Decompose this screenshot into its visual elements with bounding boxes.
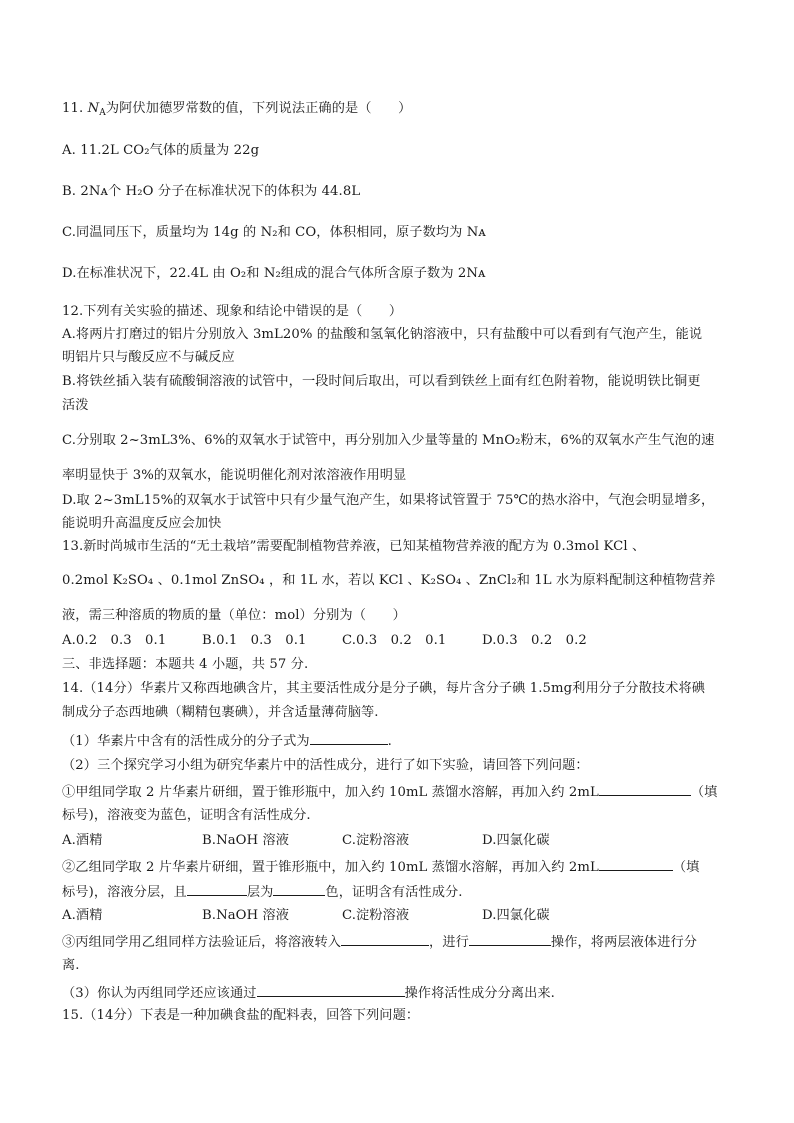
q12-option-d-line2: 能说明升高温度反应会加快 bbox=[62, 516, 222, 531]
q14-option-a: A.酒精 bbox=[62, 908, 103, 923]
section-heading: 三、非选择题：本题共 4 小题，共 57 分. bbox=[62, 657, 309, 672]
q14-option-b: B.NaOH 溶液 bbox=[202, 908, 290, 923]
q14-option-c: C.淀粉溶液 bbox=[342, 908, 410, 923]
answer-blank[interactable] bbox=[187, 882, 247, 896]
q14-option-d: D.四氯化碳 bbox=[482, 833, 550, 848]
q14-line1: 14.（14分）华素片又称西地碘含片，其主要活性成分是分子碘，每片含分子碘 1.5mg利用分子分散技术将碘 bbox=[62, 681, 706, 696]
q12-option-b-line2: 活泼 bbox=[62, 398, 89, 413]
q14-option-b: B.NaOH 溶液 bbox=[202, 833, 290, 848]
q12-stem: 12.下列有关实验的描述、现象和结论中错误的是（ ） bbox=[62, 304, 403, 319]
answer-blank[interactable] bbox=[310, 731, 388, 745]
q14-part2c-line2: 离. bbox=[62, 958, 80, 973]
answer-blank[interactable] bbox=[599, 857, 673, 871]
q12-option-c-line2: 率明显快于 3%的双氧水，能说明催化剂对浓溶液作用明显 bbox=[62, 468, 407, 483]
q14-part2c-line1: ③丙组同学用乙组同样方法验证后，将溶液转入 ，进行 操作，将两层液体进行分 bbox=[62, 932, 742, 952]
q14-part3: （3）你认为丙组同学还应该通过 操作将活性成分分离出来. bbox=[62, 983, 742, 1003]
q13-option-d: D.0.3 0.2 0.2 bbox=[482, 633, 587, 648]
q13-option-a: A.0.2 0.3 0.1 bbox=[62, 633, 167, 648]
q12-option-c-line1: C.分别取 2~3mL3%、6%的双氧水于试管中，再分别加入少量等量的 MnO₂粉末，6%的双氧水产生气泡的速 bbox=[62, 433, 715, 448]
q11-option-a: A. 11.2L CO₂气体的质量为 22g bbox=[62, 143, 260, 158]
answer-blank[interactable] bbox=[257, 983, 405, 997]
q11-option-c: C.同温同压下，质量均为 14g 的 N₂和 CO，体积相同，原子数均为 Nᴀ bbox=[62, 225, 486, 240]
q11-option-d: D.在标准状况下，22.4L 由 O₂和 N₂组成的混合气体所含原子数为 2Nᴀ bbox=[62, 266, 486, 281]
q14-option-a: A.酒精 bbox=[62, 833, 103, 848]
q14-part2a-line2: 标号)，溶液变为蓝色，证明含有活性成分. bbox=[62, 808, 311, 823]
q12-option-a-line2: 明铝片只与酸反应不与碱反应 bbox=[62, 350, 235, 365]
q15-line1: 15.（14分）下表是一种加碘食盐的配料表，回答下列问题： bbox=[62, 1008, 420, 1023]
answer-blank[interactable] bbox=[341, 932, 429, 946]
q13-option-b: B.0.1 0.3 0.1 bbox=[202, 633, 307, 648]
q13-options bbox=[62, 632, 742, 650]
q12-option-d-line1: D.取 2~3mL15%的双氧水于试管中只有少量气泡产生，如果将试管置于 75℃的热水浴中，气泡会明显增多， bbox=[62, 493, 715, 508]
q13-line2: 0.2mol K₂SO₄ 、0.1mol ZnSO₄ ，和 1L 水，若以 KCl 、K₂SO₄ 、ZnCl₂和 1L 水为原料配制这种植物营养 bbox=[62, 573, 716, 588]
q11-option-b: B. 2Nᴀ个 H₂O 分子在标准状况下的体积为 44.8L bbox=[62, 184, 361, 199]
q14-line2: 制成分子态西地碘（糊精包裹碘），并含适量薄荷脑等. bbox=[62, 705, 379, 720]
q14-part2: （2）三个探究学习小组为研究华素片中的活性成分，进行了如下实验，请回答下列问题： bbox=[62, 758, 589, 773]
answer-blank[interactable] bbox=[599, 782, 691, 796]
q13-option-c: C.0.3 0.2 0.1 bbox=[342, 633, 447, 648]
q14-part2a-options bbox=[62, 832, 742, 850]
q11-stem: 11. $N_A$为阿伏加德罗常数的值，下列说法正确的是（ ） bbox=[62, 101, 412, 118]
q14-part2b-line2: 标号)，溶液分层，且 层为 色，证明含有活性成分. bbox=[62, 882, 742, 902]
answer-blank[interactable] bbox=[469, 932, 551, 946]
q13-line1: 13.新时尚城市生活的“无土栽培”需要配制植物营养液，已知某植物营养液的配方为 0.3mol KCl 、 bbox=[62, 539, 646, 554]
q12-option-b-line1: B.将铁丝插入装有硫酸铜溶液的试管中，一段时间后取出，可以看到铁丝上面有红色附着物，能说明铁比铜更 bbox=[62, 374, 701, 389]
q13-line3: 液，需三种溶质的物质的量（单位：mol）分别为（ ） bbox=[62, 608, 406, 623]
q14-part1: （1）华素片中含有的活性成分的分子式为 . bbox=[62, 731, 742, 751]
q14-part2b-line1: ②乙组同学取 2 片华素片研细，置于锥形瓶中，加入约 10mL 蒸馏水溶解，再加入约 2mL （填 bbox=[62, 857, 742, 877]
q14-part2b-options bbox=[62, 907, 742, 925]
answer-blank[interactable] bbox=[273, 882, 325, 896]
q12-option-a-line1: A.将两片打磨过的铝片分别放入 3mL20% 的盐酸和氢氧化钠溶液中，只有盐酸中可以看到有气泡产生，能说 bbox=[62, 327, 703, 342]
q14-part2a-line1: ①甲组同学取 2 片华素片研细，置于锥形瓶中，加入约 10mL 蒸馏水溶解，再加入约 2mL （填 bbox=[62, 782, 742, 802]
q14-option-c: C.淀粉溶液 bbox=[342, 833, 410, 848]
q14-option-d: D.四氯化碳 bbox=[482, 908, 550, 923]
